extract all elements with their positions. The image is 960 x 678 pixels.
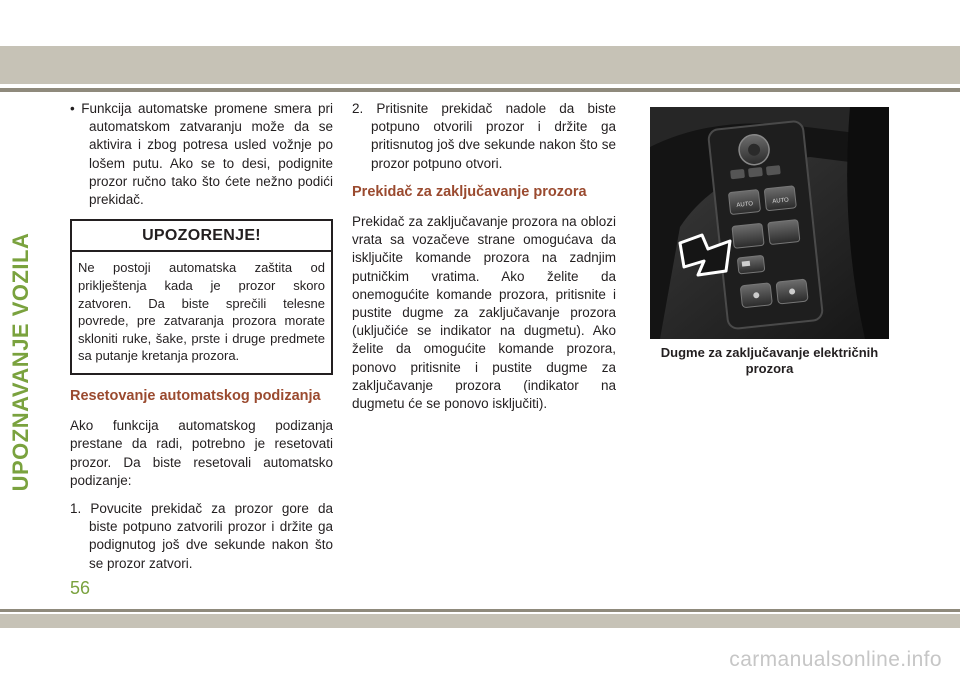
- window-switch-photo: [650, 107, 889, 339]
- auto-label-left: AUTO: [736, 201, 754, 209]
- warning-text: Ne postoji automatska zaštita od priklještenja kada je prozor skoro zatvoren. Da biste sprečili telesne povrede, pre zatvaranja prozora morate skloniti ruke, šake, prste i druge predmete sa putanje kretanja prozora.: [78, 260, 325, 364]
- bullet-paragraph: • Funkcija automatske promene smera pri automatskom zatvaranju može da se aktivira i zbog potresa usled vožnje po lošem putu. Ako se to desi, podignite prozor ručno tako što ćete nežno podići prekidač.: [70, 101, 333, 208]
- footer-rule: [0, 609, 960, 612]
- figure-caption: Dugme za zaključavanje električnih prozora: [660, 345, 879, 376]
- section-heading-reset: Resetovanje automatskog podizanja: [70, 387, 321, 404]
- left-column: [70, 100, 333, 583]
- lock-paragraph: Prekidač za zaključavanje prozora na oblozi vrata sa vozačeve strane omogućava da isključite komande prozora na zadnjim putničkim vratima. Ako želite da onemogućite komande prozora, pritisnite i pustite dugme za zaključavanje prozora (uključiće se indikator na dugmetu). Ako želite da omogućite komande prozora, ponovo pritisnite i pustite dugme za zaključavanje prozora (indikator na dugmetu će se ponovo isključiti).: [352, 214, 616, 412]
- door-panel-illustration: [650, 107, 889, 339]
- window-lock-row: [737, 255, 765, 274]
- section-heading-lock: Prekidač za zaključavanje prozora: [352, 183, 587, 200]
- watermark: carmanualsonline.info: [729, 648, 942, 671]
- warning-box: [70, 219, 333, 375]
- header-band: [0, 46, 960, 84]
- page-number: 56: [70, 578, 91, 598]
- footer-band: [0, 614, 960, 628]
- middle-column: [352, 100, 616, 423]
- header-rule: [0, 88, 960, 92]
- reset-paragraph: Ako funkcija automatskog podizanja prestane da radi, potrebno je resetovati prozor. Da biste resetovali automatsko podizanje:: [70, 418, 333, 488]
- step-1: 1. Povucite prekidač za prozor gore da biste potpuno zatvorili prozor i držite ga podignutog još dve sekunde nakon što se prozor zatvori.: [70, 501, 333, 571]
- step-2: 2. Pritisnite prekidač nadole da biste potpuno otvorili prozor i držite ga pritisnutog još dve sekunde nakon što se prozor potpuno otvori.: [352, 101, 616, 171]
- auto-label-right: AUTO: [772, 197, 790, 206]
- chapter-side-label: UPOZNAVANJE VOZILA: [8, 232, 33, 492]
- warning-title: UPOZORENJE!: [72, 221, 331, 252]
